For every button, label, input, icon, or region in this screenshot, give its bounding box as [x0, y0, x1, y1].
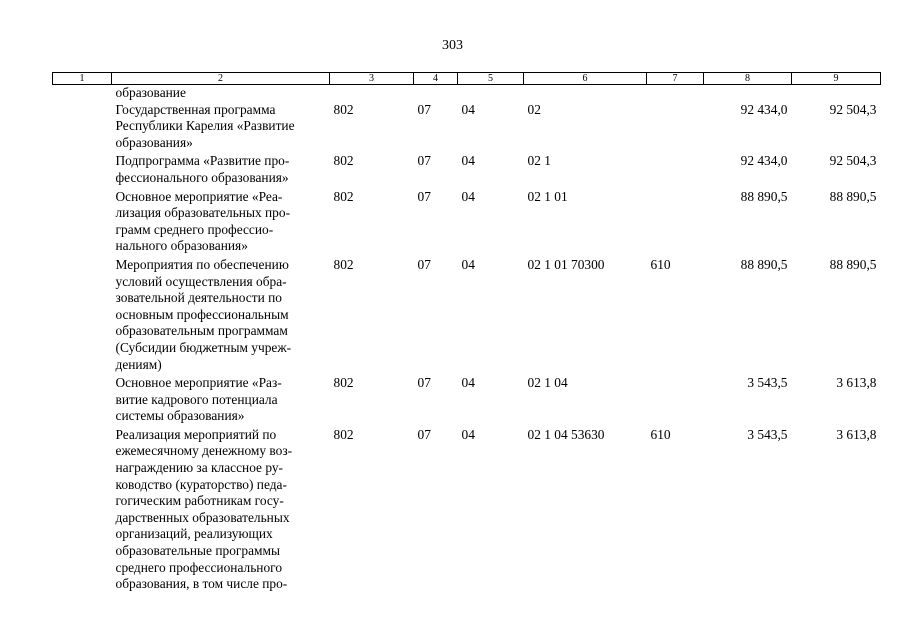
cell-col-1 [53, 102, 112, 154]
cell-name: Государственная программа Республики Карелия «Развитие образования» [115, 101, 295, 150]
cell-section: 07 [417, 426, 431, 442]
cell-subsection: 04 [461, 101, 475, 117]
cell-expense-type: 610 [650, 256, 671, 272]
cell-amount-year-2: 92 504,3 [829, 153, 877, 169]
cell-amount-year-2: 3 613,8 [836, 375, 877, 391]
cell-name: Мероприятия по обеспечению условий осуществления обра- зовательной деятельности по основным профессиональным образовательным программам (Субсидии бюджетным учреж- дениям) [115, 256, 292, 372]
cell-col-1 [53, 153, 112, 188]
cell-col-1 [53, 427, 112, 595]
table-row [53, 189, 881, 257]
cell-name: Основное мероприятие «Реа- лизация образовательных про- грамм среднего профессио- нального образования» [115, 188, 291, 254]
cell-col-1 [53, 189, 112, 257]
cell-section: 07 [417, 188, 431, 204]
cell-section: 07 [417, 256, 431, 272]
cell-section: 07 [417, 375, 431, 391]
budget-table [52, 72, 881, 595]
cell-section: 07 [417, 153, 431, 169]
cell-target-article: 02 1 [527, 153, 551, 169]
table-row [53, 257, 881, 375]
cell-section: 07 [417, 101, 431, 117]
header-col-4: 4 [414, 73, 458, 85]
cell-subsection: 04 [461, 256, 475, 272]
cell-ministry-code: 802 [333, 153, 354, 169]
cell-amount-year-2: 88 890,5 [829, 256, 877, 272]
cell-target-article: 02 1 04 53630 [527, 426, 605, 442]
cell-ministry-code: 802 [333, 101, 354, 117]
cell-ministry-code: 802 [333, 256, 354, 272]
cell-expense-type [647, 153, 704, 188]
cell-name: Подпрограмма «Развитие про- фессионального образования» [115, 153, 290, 185]
cell-subsection: 04 [461, 188, 475, 204]
cell-subsection: 04 [461, 153, 475, 169]
cell-amount-year-1: 88 890,5 [740, 188, 788, 204]
cell-target-article: 02 1 01 [527, 188, 568, 204]
cell-amount-year-2: 88 890,5 [829, 188, 877, 204]
table-row [53, 375, 881, 427]
cell-expense-type [647, 189, 704, 257]
table-row [53, 153, 881, 188]
cell-expense-type [647, 375, 704, 427]
header-col-2: 2 [112, 73, 330, 85]
cell-ministry-code: 802 [333, 188, 354, 204]
header-col-9: 9 [792, 73, 881, 85]
cell-name: Основное мероприятие «Раз- витие кадрового потенциала системы образования» [115, 375, 282, 424]
continuation-row [53, 85, 881, 102]
header-col-1: 1 [53, 73, 112, 85]
cell-subsection: 04 [461, 426, 475, 442]
table-row [53, 427, 881, 595]
continuation-text: образование [115, 85, 186, 100]
cell-amount-year-1: 3 543,5 [747, 375, 788, 391]
cell-amount-year-1: 92 434,0 [740, 101, 788, 117]
cell-expense-type [647, 102, 704, 154]
cell-amount-year-1: 88 890,5 [740, 256, 788, 272]
header-col-5: 5 [458, 73, 524, 85]
cell-expense-type: 610 [650, 426, 671, 442]
cell-amount-year-2: 3 613,8 [836, 426, 877, 442]
cell-ministry-code: 802 [333, 426, 354, 442]
cell-target-article: 02 [527, 101, 541, 117]
cell-amount-year-1: 3 543,5 [747, 426, 788, 442]
cell-col-1 [53, 257, 112, 375]
cell-amount-year-1: 92 434,0 [740, 153, 788, 169]
header-row [53, 73, 881, 85]
table-row [53, 102, 881, 154]
header-col-6: 6 [524, 73, 647, 85]
cell-amount-year-2: 92 504,3 [829, 101, 877, 117]
cell-target-article: 02 1 01 70300 [527, 256, 605, 272]
cell-target-article: 02 1 04 [527, 375, 568, 391]
page-number: 303 [442, 38, 463, 53]
cell-subsection: 04 [461, 375, 475, 391]
cell-col-1 [53, 375, 112, 427]
header-col-3: 3 [330, 73, 414, 85]
header-col-8: 8 [704, 73, 792, 85]
cell-ministry-code: 802 [333, 375, 354, 391]
cell-name: Реализация мероприятий по ежемесячному денежному воз- награждению за классное ру- ководство (кураторство) педа- гогическим работникам госу- дарственных образовательных организаций, реализующих образовательные программы среднего профессионального образования, в том числе про- [115, 426, 293, 592]
header-col-7: 7 [647, 73, 704, 85]
table-body [53, 85, 881, 595]
